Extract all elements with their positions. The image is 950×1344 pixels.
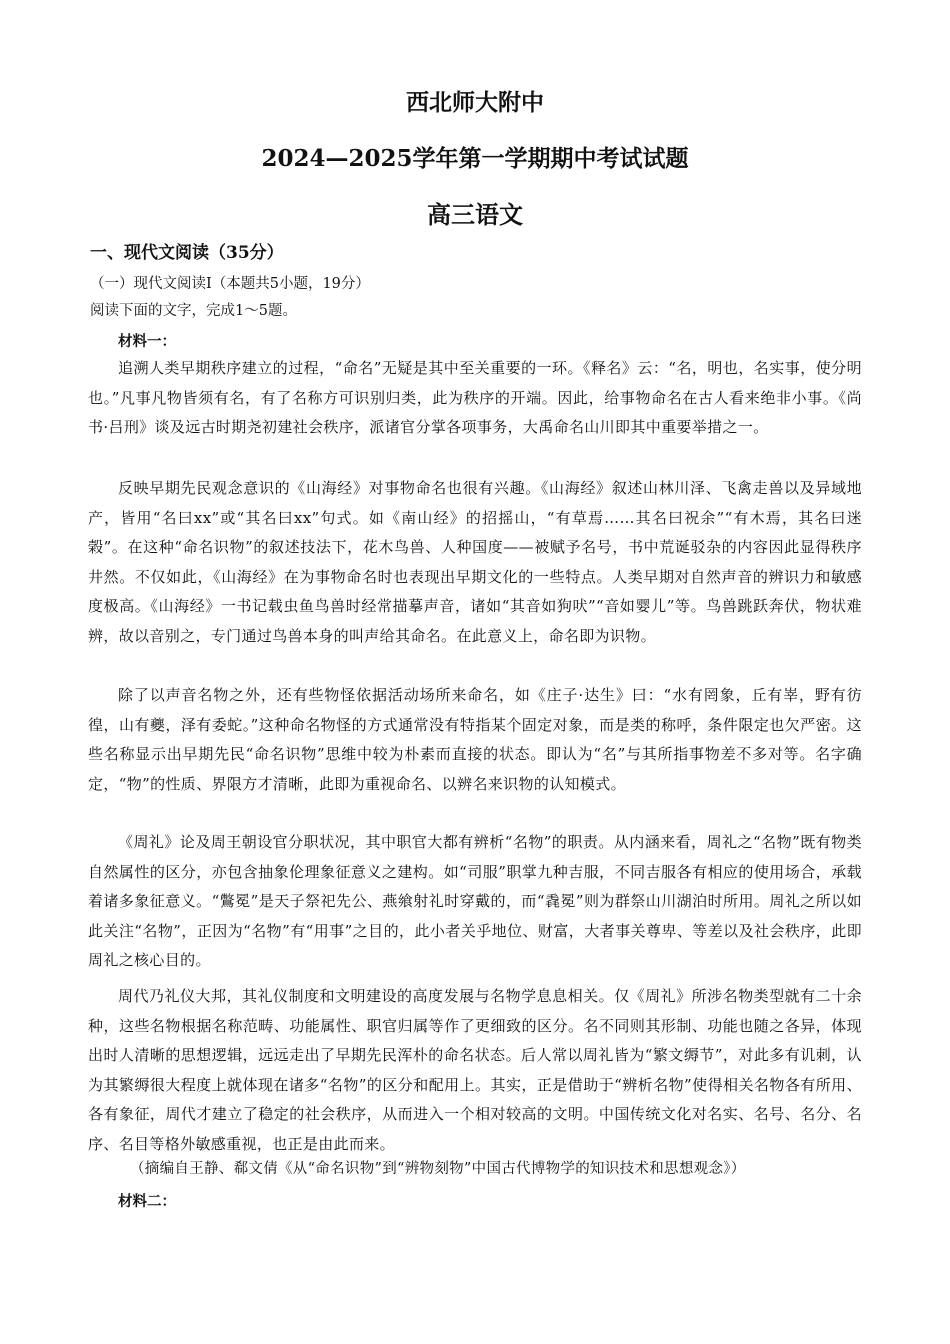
section-subheading: （一）现代文阅读Ⅰ（本题共5小题，19分） [90,276,370,292]
reading-instruction: 阅读下面的文字，完成1～5题。 [90,303,297,319]
material-one-paragraph-2: 反映早期先民观念意识的《山海经》对事物命名也很有兴趣。《山海经》叙述山林川泽、飞禽走兽以及异域地产，皆用“名曰xx”或“其名曰xx”句式。如《南山经》的招摇山，“有草焉……其名曰祝余”“有木焉，其名曰迷榖”。在这种“命名识物”的叙述技法下，花木鸟兽、人种国度——被赋予名号，书中荒诞驳杂的内容因此显得秩序井然。不仅如此，《山海经》在为事物命名时也表现出早期文化的一些特点。人类早期对自然声音的辨识力和敏感度极高。《山海经》一书记载虫鱼鸟兽时经常描摹声音，诸如“其音如狗吠”“音如婴儿”等。鸟兽跳跃奔伏，物状难辨，故以音别之，专门通过鸟兽本身的叫声给其命名。在此意义上，命名即为识物。 [88,479,862,645]
material-two-label: 材料二： [118,1193,176,1210]
material-one-paragraph-1: 追溯人类早期秩序建立的过程，“命名”无疑是其中至关重要的一环。《释名》云：“名，明也，名实事，使分明也。”凡事凡物皆须有名，有了名称方可识别归类，此为秩序的开端。因此，给事物命名在古人看来绝非小事。《尚书·吕刑》谈及远古时期尧初建社会秩序，派诸官分掌各项事务，大禹命名山川即其中重要举措之一。 [88,359,862,436]
material-one-paragraph-4: 《周礼》论及周王朝设官分职状况，其中职官大都有辨析“名物”的职责。从内涵来看，周礼之“名物”既有物类自然属性的区分，亦包含抽象伦理象征意义之建构。如“司服”职掌九种吉服，不同吉服各有相应的使用场合，承载着诸多象征意义。“鷩冕”是天子祭祀先公、燕飨射礼时穿戴的，而“毳冕”则为群祭山川湖泊时所用。周礼之所以如此关注“名物”，正因为“名物”有“用事”之目的，此小者关乎地位、财富，大者事关尊卑、等差以及社会秩序，此即周礼之核心目的。 [88,833,862,969]
subject-title: 高三语文 [427,200,523,229]
section-heading: 一、现代文阅读（35分） [90,243,284,263]
material-one-paragraph-3: 除了以声音名物之外，还有些物怪依据活动场所来命名，如《庄子·达生》曰：“水有罔象，丘有峷，野有彷徨，山有夔，泽有委蛇。”这种命名物怪的方式通常没有特指某个固定对象，而是类的称呼，条件限定也欠严密。这些名称显示出早期先民“命名识物”思维中较为朴素而直接的状态。即认为“名”与其所指事物差不多对等。名字确定，“物”的性质、界限方才清晰，此即为重视命名、以辨名来识物的认知模式。 [88,686,862,793]
material-one-label: 材料一： [118,333,176,350]
material-one-source: （摘编自王静、郗文倩《从“命名识物”到“辨物刻物”中国古代博物学的知识技术和思想观念》） [130,1161,746,1177]
material-one-paragraph-5: 周代乃礼仪大邦，其礼仪制度和文明建设的高度发展与名物学息息相关。仅《周礼》所涉名物类型就有二十余种，这些名物根据名称范畴、功能属性、职官归属等作了更细致的区分。名不同则其形制、功能也随之各异，体现出时人清晰的思想逻辑，远远走出了早期先民浑朴的命名状态。后人常以周礼皆为“繁文缛节”，对此多有讥刺，认为其繁缛很大程度上就体现在诸多“名物”的区分和配用上。其实，正是借助于“辨析名物”使得相关名物各有所用、各有象征，周代才建立了稳定的社会秩序，从而进入一个相对较高的文明。中国传统文化对名实、名号、名分、名序、名目等格外敏感重视，也正是由此而来。 [88,987,862,1153]
school-title: 西北师大附中 [406,89,544,116]
exam-title: 2024—2025学年第一学期期中考试试题 [261,145,689,172]
